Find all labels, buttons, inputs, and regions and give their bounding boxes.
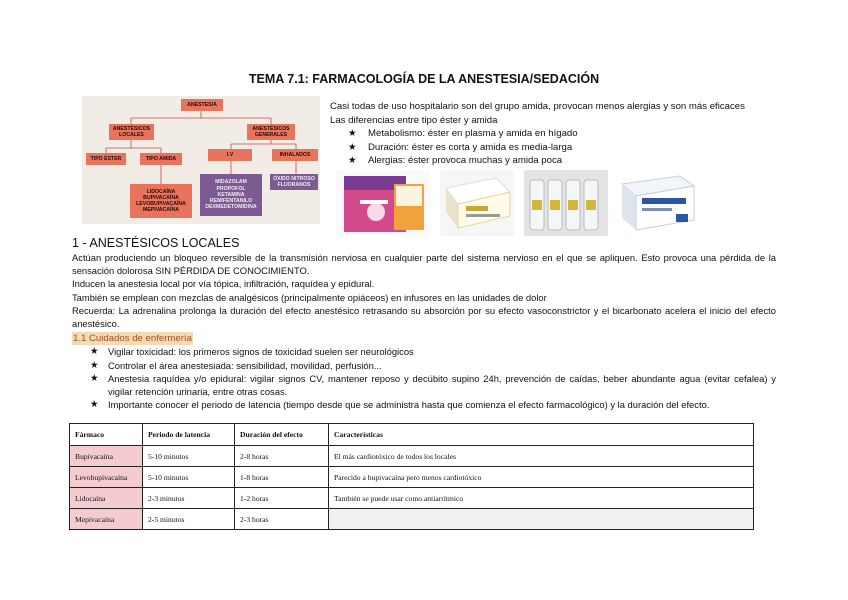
iv-item: REMIFENTANILO <box>209 198 253 205</box>
node-tipo-amida: TIPO AMIDA <box>140 153 182 165</box>
header-cell: Fármaco <box>70 424 143 446</box>
iv-item: MIDAZOLAM <box>215 179 247 186</box>
intro-line-2: Las diferencias entre tipo éster y amida <box>330 114 498 126</box>
table-cell <box>329 509 754 530</box>
table-cell: 1-8 horas <box>235 467 329 488</box>
table-row <box>70 509 754 530</box>
header-cell: Periodo de latencia <box>143 424 235 446</box>
iv-item: KETAMINA <box>217 191 245 198</box>
star-icon: ★ <box>90 372 99 384</box>
table-cell: 5-10 minutos <box>143 467 235 488</box>
star-icon: ★ <box>90 346 99 358</box>
table-cell: El más cardiotóxico de todos los locales <box>329 446 754 467</box>
product-photo-ampoules <box>524 170 608 236</box>
paragraph: También se emplean con mezclas de analgésicos (principalmente opiáceos) en infusores en las unidades de dolor <box>72 291 547 303</box>
table-cell: 2-3 horas <box>235 509 329 530</box>
node-anestesicos-locales: ANESTÉSICOS LOCALES <box>109 124 154 140</box>
star-icon: ★ <box>348 128 357 140</box>
star-icon: ★ <box>348 141 357 153</box>
inh-item: ÓXIDO NITROSO <box>273 175 315 182</box>
section-heading: 1 - ANESTÉSICOS LOCALES <box>72 236 240 250</box>
intro-line-1: Casi todas de uso hospitalario son del grupo amida, provocan menos alergias y son más eficaces <box>330 101 745 112</box>
star-icon: ★ <box>90 399 99 411</box>
care-bullet: ★ Vigilar toxicidad: los primeros signos de toxicidad suelen ser neurológicos <box>90 346 414 358</box>
intro-bullet: ★ Duración: éster es corta y amida es media-larga <box>348 141 573 153</box>
star-icon: ★ <box>348 155 357 167</box>
drug-cell: Levobupivacaína <box>70 467 143 488</box>
iv-item: DEXMEDETOMIDINA <box>205 204 257 211</box>
table-row <box>70 467 754 488</box>
care-bullet: ★ Importante conocer el periodo de latencia (tiempo desde que se administra hasta que comienza el efecto farmacológico) y la duración del efecto. <box>90 399 710 411</box>
table-cell: 2-5 minutos <box>143 509 235 530</box>
product-photo-box-pink <box>336 170 430 236</box>
table-row <box>70 488 754 509</box>
drug-cell: Bupivacaína <box>70 446 143 467</box>
inh-item: FLUORANOS <box>277 182 311 188</box>
node-inhalados: INHALADOS <box>272 149 318 161</box>
header-cell: Duración del efecto <box>235 424 329 446</box>
product-photo-box-blue <box>618 170 698 236</box>
table-row <box>70 446 754 467</box>
table-cell: 2-3 minutos <box>143 488 235 509</box>
local-anesthetics-table <box>69 423 754 530</box>
amida-item: LIDOCAÍNA <box>146 188 176 195</box>
intro-bullet: ★ Metabolismo: éster en plasma y amida en hígado <box>348 128 578 140</box>
star-icon: ★ <box>90 359 99 371</box>
drug-cell: Mepivacaína <box>70 509 143 530</box>
table-cell: 1-2 horas <box>235 488 329 509</box>
node-amida-list <box>130 184 192 218</box>
iv-item: PROPOFOL <box>216 185 246 192</box>
table-header-row <box>70 424 754 446</box>
table-cell: También se puede usar como antiarrítmico <box>329 488 754 509</box>
product-photo-box-white <box>440 170 514 236</box>
node-iv: I.V <box>208 149 252 161</box>
node-anestesia: ANESTESIA <box>181 99 223 111</box>
amida-item: MEPIVACAÍNA <box>143 207 179 214</box>
table-cell: 5-10 minutos <box>143 446 235 467</box>
drug-cell: Lidocaína <box>70 488 143 509</box>
paragraph: Recuerda: La adrenalina prolonga la duración del efecto anestésico retrasando su absorción por su efecto vasoconstrictor y el bicarbonato acelera el inicio del efecto anestésico. <box>72 304 776 330</box>
header-cell: Características <box>329 424 754 446</box>
intro-bullet: ★ Alergias: éster provoca muchas y amida poca <box>348 155 563 167</box>
table-cell: Parecido a bupivacaína pero menos cardiotóxico <box>329 467 754 488</box>
table-cell: 2-8 horas <box>235 446 329 467</box>
node-iv-list <box>200 174 262 216</box>
subsection-heading: 1.1 Cuidados de enfermería <box>73 333 192 345</box>
amida-item: BUPIVACAÍNA <box>143 194 179 201</box>
amida-item: LEVOBUPIVACAÍNA <box>136 201 186 207</box>
page-title: TEMA 7.1: FARMACOLOGÍA DE LA ANESTESIA/SEDACIÓN <box>248 72 600 86</box>
node-anestesicos-generales: ANESTÉSICOS GENERALES <box>247 124 295 140</box>
care-bullet: ★ Anestesia raquídea y/o epidural: vigilar signos CV, mantener reposo y decúbito supino 24h, prevención de caídas, beber abundante agua (evitar cefalea) y vigilar retención urinaria, entre otras cosas. <box>90 372 776 398</box>
section-body <box>72 251 776 411</box>
node-tipo-ester: TIPO ÉSTER <box>86 153 126 165</box>
paragraph: Inducen la anestesia local por vía tópica, infiltración, raquídea y epidural. <box>72 278 375 290</box>
care-bullet: ★ Controlar el área anestesiada: sensibilidad, movilidad, perfusión... <box>90 359 382 371</box>
node-inhalados-list <box>270 174 318 190</box>
anesthesia-concept-map <box>82 96 320 224</box>
paragraph: Actúan produciendo un bloqueo reversible de la transmisión nerviosa en cualquier parte del sistema nervioso en el que se apliquen. Esto provoca una pérdida de la sensación dolorosa SIN PÉRDIDA DE CONOCIMIENTO. <box>72 252 776 277</box>
intro-text <box>330 100 770 168</box>
